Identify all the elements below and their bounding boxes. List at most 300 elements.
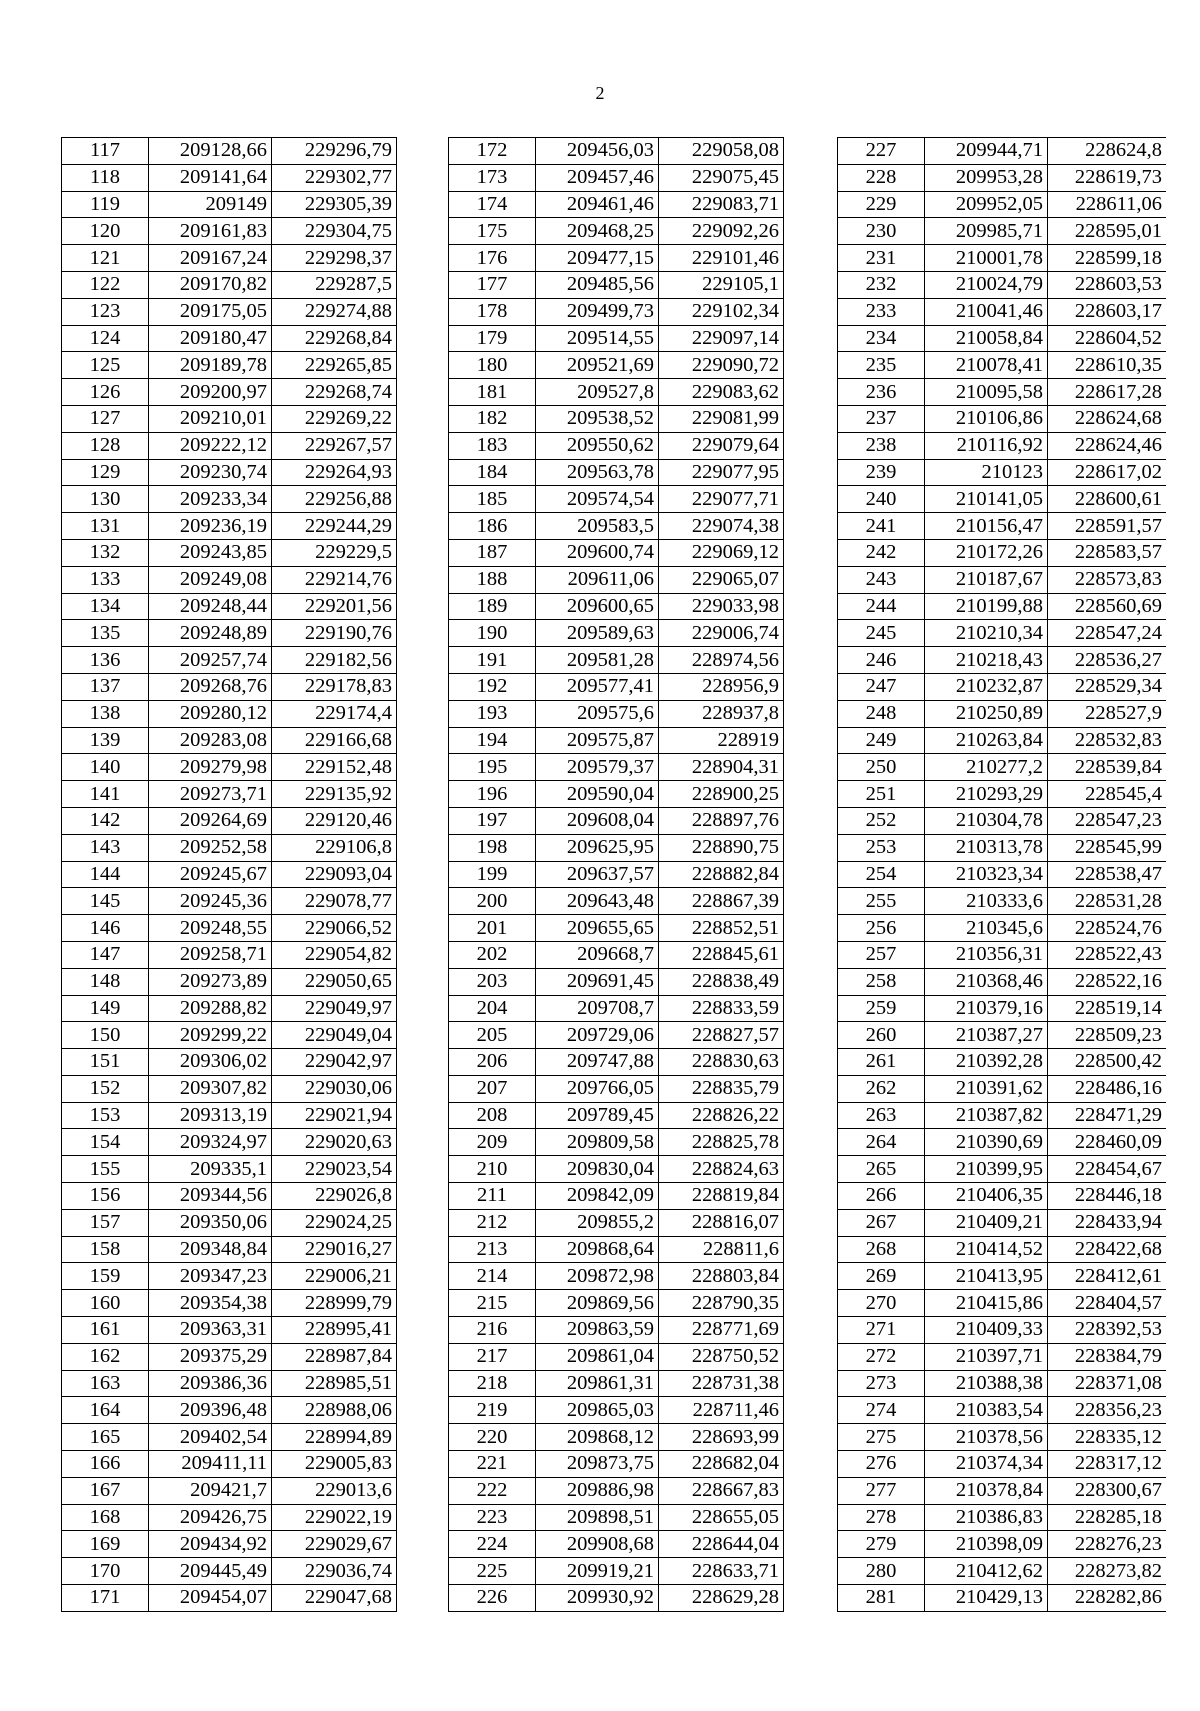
table-row [449,191,784,218]
point-number-cell: 127 [62,405,149,432]
x-coordinate-cell: 210374,34 [925,1451,1048,1478]
point-number-cell: 169 [62,1531,149,1558]
point-number-cell: 241 [838,513,925,540]
table-row [838,325,1167,352]
y-coordinate-cell: 228816,07 [659,1209,784,1236]
point-number-cell: 136 [62,647,149,674]
x-coordinate-cell: 209930,92 [536,1585,659,1612]
table-row [838,1585,1167,1612]
table-row [62,1102,397,1129]
y-coordinate-cell: 228446,18 [1048,1183,1167,1210]
x-coordinate-cell: 209861,04 [536,1343,659,1370]
page-number: 2 [595,83,605,103]
x-coordinate-cell: 210398,09 [925,1531,1048,1558]
point-number-cell: 135 [62,620,149,647]
point-number-cell: 120 [62,218,149,245]
y-coordinate-cell: 229006,21 [272,1263,397,1290]
point-number-cell: 276 [838,1451,925,1478]
point-number-cell: 131 [62,513,149,540]
y-coordinate-cell: 228599,18 [1048,245,1167,272]
table-row [62,700,397,727]
y-coordinate-cell: 228433,94 [1048,1209,1167,1236]
point-number-cell: 143 [62,834,149,861]
table-row [449,1451,784,1478]
point-number-cell: 201 [449,915,536,942]
point-number-cell: 124 [62,325,149,352]
point-number-cell: 277 [838,1477,925,1504]
table-row [838,298,1167,325]
y-coordinate-cell: 228610,35 [1048,352,1167,379]
y-coordinate-cell: 228560,69 [1048,593,1167,620]
table-row [62,566,397,593]
y-coordinate-cell: 228824,63 [659,1156,784,1183]
y-coordinate-cell: 228454,67 [1048,1156,1167,1183]
point-number-cell: 193 [449,700,536,727]
table-row [838,1209,1167,1236]
point-number-cell: 132 [62,539,149,566]
point-number-cell: 186 [449,513,536,540]
point-number-cell: 129 [62,459,149,486]
x-coordinate-cell: 209575,6 [536,700,659,727]
x-coordinate-cell: 209691,45 [536,968,659,995]
x-coordinate-cell: 209809,58 [536,1129,659,1156]
point-number-cell: 260 [838,1022,925,1049]
x-coordinate-cell: 209583,5 [536,513,659,540]
x-coordinate-cell: 209550,62 [536,432,659,459]
table-row [838,754,1167,781]
table-row [62,1477,397,1504]
y-coordinate-cell: 228693,99 [659,1424,784,1451]
x-coordinate-cell: 210429,13 [925,1585,1048,1612]
x-coordinate-cell: 209149 [149,191,272,218]
x-coordinate-cell: 209313,19 [149,1102,272,1129]
point-number-cell: 232 [838,271,925,298]
x-coordinate-cell: 209445,49 [149,1558,272,1585]
table-row [838,138,1167,165]
y-coordinate-cell: 229269,22 [272,405,397,432]
x-coordinate-cell: 210379,16 [925,995,1048,1022]
x-coordinate-cell: 209363,31 [149,1317,272,1344]
table-row [449,1263,784,1290]
y-coordinate-cell: 228603,17 [1048,298,1167,325]
table-row [62,1397,397,1424]
y-coordinate-cell: 228519,14 [1048,995,1167,1022]
x-coordinate-cell: 210250,89 [925,700,1048,727]
point-number-cell: 117 [62,138,149,165]
point-number-cell: 249 [838,727,925,754]
y-coordinate-cell: 228900,25 [659,781,784,808]
y-coordinate-cell: 228335,12 [1048,1424,1167,1451]
y-coordinate-cell: 229078,77 [272,888,397,915]
point-number-cell: 257 [838,941,925,968]
y-coordinate-cell: 228384,79 [1048,1343,1167,1370]
y-coordinate-cell: 229075,45 [659,164,784,191]
point-number-cell: 252 [838,807,925,834]
point-number-cell: 274 [838,1397,925,1424]
table-row [62,459,397,486]
point-number-cell: 154 [62,1129,149,1156]
point-number-cell: 273 [838,1370,925,1397]
point-number-cell: 205 [449,1022,536,1049]
x-coordinate-cell: 209589,63 [536,620,659,647]
point-number-cell: 199 [449,861,536,888]
y-coordinate-cell: 229081,99 [659,405,784,432]
table-row [838,539,1167,566]
x-coordinate-cell: 209527,8 [536,379,659,406]
table-row [449,432,784,459]
point-number-cell: 233 [838,298,925,325]
y-coordinate-cell: 229166,68 [272,727,397,754]
y-coordinate-cell: 228790,35 [659,1290,784,1317]
point-number-cell: 212 [449,1209,536,1236]
point-number-cell: 231 [838,245,925,272]
x-coordinate-cell: 209248,55 [149,915,272,942]
x-coordinate-cell: 209421,7 [149,1477,272,1504]
y-coordinate-cell: 229049,04 [272,1022,397,1049]
table-row [62,1585,397,1612]
x-coordinate-cell: 209273,89 [149,968,272,995]
table-row [62,1558,397,1585]
table-row [838,647,1167,674]
y-coordinate-cell: 228404,57 [1048,1290,1167,1317]
table-row [838,513,1167,540]
point-number-cell: 200 [449,888,536,915]
x-coordinate-cell: 209230,74 [149,459,272,486]
table-row [838,271,1167,298]
point-number-cell: 236 [838,379,925,406]
table-row [449,138,784,165]
table-row [62,218,397,245]
point-number-cell: 162 [62,1343,149,1370]
point-number-cell: 151 [62,1049,149,1076]
y-coordinate-cell: 228655,05 [659,1504,784,1531]
x-coordinate-cell: 209348,84 [149,1236,272,1263]
y-coordinate-cell: 228644,04 [659,1531,784,1558]
table-row [838,432,1167,459]
point-number-cell: 248 [838,700,925,727]
y-coordinate-cell: 228995,41 [272,1317,397,1344]
y-coordinate-cell: 229268,74 [272,379,397,406]
point-number-cell: 160 [62,1290,149,1317]
x-coordinate-cell: 209279,98 [149,754,272,781]
y-coordinate-cell: 228392,53 [1048,1317,1167,1344]
x-coordinate-cell: 209590,04 [536,781,659,808]
table-row [62,941,397,968]
x-coordinate-cell: 210409,21 [925,1209,1048,1236]
y-coordinate-cell: 228522,16 [1048,968,1167,995]
table-row [838,888,1167,915]
x-coordinate-cell: 209952,05 [925,191,1048,218]
y-coordinate-cell: 229047,68 [272,1585,397,1612]
y-coordinate-cell: 229178,83 [272,673,397,700]
table-row [449,1424,784,1451]
y-coordinate-cell: 228633,71 [659,1558,784,1585]
x-coordinate-cell: 210156,47 [925,513,1048,540]
x-coordinate-cell: 209306,02 [149,1049,272,1076]
x-coordinate-cell: 209538,52 [536,405,659,432]
point-number-cell: 211 [449,1183,536,1210]
y-coordinate-cell: 229079,64 [659,432,784,459]
table-row [449,834,784,861]
point-number-cell: 173 [449,164,536,191]
point-number-cell: 159 [62,1263,149,1290]
x-coordinate-cell: 209128,66 [149,138,272,165]
point-number-cell: 220 [449,1424,536,1451]
point-number-cell: 228 [838,164,925,191]
point-number-cell: 142 [62,807,149,834]
x-coordinate-cell: 209402,54 [149,1424,272,1451]
point-number-cell: 261 [838,1049,925,1076]
y-coordinate-cell: 229092,26 [659,218,784,245]
point-number-cell: 272 [838,1343,925,1370]
point-number-cell: 168 [62,1504,149,1531]
y-coordinate-cell: 228985,51 [272,1370,397,1397]
table-row [838,781,1167,808]
point-number-cell: 271 [838,1317,925,1344]
point-number-cell: 202 [449,941,536,968]
y-coordinate-cell: 229022,19 [272,1504,397,1531]
x-coordinate-cell: 209581,28 [536,647,659,674]
y-coordinate-cell: 229274,88 [272,298,397,325]
point-number-cell: 133 [62,566,149,593]
table-row [62,620,397,647]
y-coordinate-cell: 229029,67 [272,1531,397,1558]
table-row [449,513,784,540]
x-coordinate-cell: 209886,98 [536,1477,659,1504]
point-number-cell: 208 [449,1102,536,1129]
table-row [838,1558,1167,1585]
y-coordinate-cell: 228500,42 [1048,1049,1167,1076]
table-row [62,727,397,754]
table-row [838,1317,1167,1344]
x-coordinate-cell: 209521,69 [536,352,659,379]
x-coordinate-cell: 209461,46 [536,191,659,218]
point-number-cell: 144 [62,861,149,888]
point-number-cell: 191 [449,647,536,674]
x-coordinate-cell: 210106,86 [925,405,1048,432]
table-row [449,861,784,888]
y-coordinate-cell: 228531,28 [1048,888,1167,915]
y-coordinate-cell: 229190,76 [272,620,397,647]
point-number-cell: 166 [62,1451,149,1478]
y-coordinate-cell: 228890,75 [659,834,784,861]
y-coordinate-cell: 228595,01 [1048,218,1167,245]
point-number-cell: 216 [449,1317,536,1344]
table-row [838,1370,1167,1397]
y-coordinate-cell: 228838,49 [659,968,784,995]
x-coordinate-cell: 210391,62 [925,1075,1048,1102]
y-coordinate-cell: 229020,63 [272,1129,397,1156]
table-row [838,673,1167,700]
y-coordinate-cell: 228412,61 [1048,1263,1167,1290]
table-row [449,1129,784,1156]
table-row [838,1049,1167,1076]
table-row [838,941,1167,968]
point-number-cell: 255 [838,888,925,915]
table-row [449,807,784,834]
y-coordinate-cell: 228471,29 [1048,1102,1167,1129]
point-number-cell: 126 [62,379,149,406]
table-row [62,1075,397,1102]
x-coordinate-cell: 210095,58 [925,379,1048,406]
table-row [838,1290,1167,1317]
y-coordinate-cell: 229090,72 [659,352,784,379]
table-row [838,915,1167,942]
point-number-cell: 170 [62,1558,149,1585]
table-row [449,754,784,781]
y-coordinate-cell: 228285,18 [1048,1504,1167,1531]
y-coordinate-cell: 229065,07 [659,566,784,593]
x-coordinate-cell: 209708,7 [536,995,659,1022]
point-number-cell: 240 [838,486,925,513]
x-coordinate-cell: 209457,46 [536,164,659,191]
x-coordinate-cell: 209210,01 [149,405,272,432]
x-coordinate-cell: 209347,23 [149,1263,272,1290]
y-coordinate-cell: 229120,46 [272,807,397,834]
y-coordinate-cell: 228629,28 [659,1585,784,1612]
y-coordinate-cell: 228956,9 [659,673,784,700]
y-coordinate-cell: 229264,93 [272,459,397,486]
point-number-cell: 227 [838,138,925,165]
x-coordinate-cell: 209477,15 [536,245,659,272]
y-coordinate-cell: 229036,74 [272,1558,397,1585]
point-number-cell: 234 [838,325,925,352]
point-number-cell: 179 [449,325,536,352]
y-coordinate-cell: 228827,57 [659,1022,784,1049]
y-coordinate-cell: 228460,09 [1048,1129,1167,1156]
table-row [449,405,784,432]
table-row [62,513,397,540]
table-row [62,1504,397,1531]
point-number-cell: 269 [838,1263,925,1290]
x-coordinate-cell: 209499,73 [536,298,659,325]
point-number-cell: 204 [449,995,536,1022]
point-number-cell: 145 [62,888,149,915]
point-number-cell: 225 [449,1558,536,1585]
y-coordinate-cell: 228273,82 [1048,1558,1167,1585]
point-number-cell: 197 [449,807,536,834]
y-coordinate-cell: 228830,63 [659,1049,784,1076]
table-row [449,1209,784,1236]
table-row [449,1585,784,1612]
point-number-cell: 222 [449,1477,536,1504]
x-coordinate-cell: 209863,59 [536,1317,659,1344]
y-coordinate-cell: 228826,22 [659,1102,784,1129]
y-coordinate-cell: 229074,38 [659,513,784,540]
table-row [449,727,784,754]
point-number-cell: 184 [449,459,536,486]
point-number-cell: 125 [62,352,149,379]
table-row [838,1397,1167,1424]
point-number-cell: 118 [62,164,149,191]
y-coordinate-cell: 228527,9 [1048,700,1167,727]
table-row [449,700,784,727]
y-coordinate-cell: 229201,56 [272,593,397,620]
table-row [449,245,784,272]
x-coordinate-cell: 209426,75 [149,1504,272,1531]
table-row [449,325,784,352]
y-coordinate-cell: 228845,61 [659,941,784,968]
table-row [838,807,1167,834]
x-coordinate-cell: 209655,65 [536,915,659,942]
point-number-cell: 139 [62,727,149,754]
point-number-cell: 161 [62,1317,149,1344]
point-number-cell: 189 [449,593,536,620]
table-row [62,164,397,191]
point-number-cell: 251 [838,781,925,808]
table-row [838,1022,1167,1049]
point-number-cell: 171 [62,1585,149,1612]
table-row [62,1183,397,1210]
table-row [449,566,784,593]
y-coordinate-cell: 229174,4 [272,700,397,727]
table-row [838,861,1167,888]
table-row [62,807,397,834]
point-number-cell: 254 [838,861,925,888]
y-coordinate-cell: 228731,38 [659,1370,784,1397]
x-coordinate-cell: 210187,67 [925,566,1048,593]
y-coordinate-cell: 228750,52 [659,1343,784,1370]
table-row [838,1183,1167,1210]
point-number-cell: 245 [838,620,925,647]
point-number-cell: 259 [838,995,925,1022]
y-coordinate-cell: 228282,86 [1048,1585,1167,1612]
x-coordinate-cell: 209872,98 [536,1263,659,1290]
table-row [62,379,397,406]
point-number-cell: 218 [449,1370,536,1397]
y-coordinate-cell: 229304,75 [272,218,397,245]
x-coordinate-cell: 210386,83 [925,1504,1048,1531]
x-coordinate-cell: 209985,71 [925,218,1048,245]
x-coordinate-cell: 209643,48 [536,888,659,915]
x-coordinate-cell: 209386,36 [149,1370,272,1397]
table-row [62,593,397,620]
point-number-cell: 226 [449,1585,536,1612]
table-row [449,1290,784,1317]
y-coordinate-cell: 228573,83 [1048,566,1167,593]
point-number-cell: 258 [838,968,925,995]
x-coordinate-cell: 209563,78 [536,459,659,486]
table-row [449,620,784,647]
x-coordinate-cell: 209257,74 [149,647,272,674]
table-row [838,1129,1167,1156]
x-coordinate-cell: 209865,03 [536,1397,659,1424]
y-coordinate-cell: 228667,83 [659,1477,784,1504]
y-coordinate-cell: 228603,53 [1048,271,1167,298]
y-coordinate-cell: 228547,24 [1048,620,1167,647]
table-row [838,1531,1167,1558]
point-number-cell: 253 [838,834,925,861]
point-number-cell: 138 [62,700,149,727]
point-number-cell: 268 [838,1236,925,1263]
x-coordinate-cell: 210345,6 [925,915,1048,942]
x-coordinate-cell: 210333,6 [925,888,1048,915]
x-coordinate-cell: 209273,71 [149,781,272,808]
point-number-cell: 235 [838,352,925,379]
y-coordinate-cell: 229305,39 [272,191,397,218]
point-number-cell: 137 [62,673,149,700]
x-coordinate-cell: 209611,06 [536,566,659,593]
table-row [62,325,397,352]
point-number-cell: 192 [449,673,536,700]
point-number-cell: 156 [62,1183,149,1210]
table-row [449,647,784,674]
x-coordinate-cell: 210356,31 [925,941,1048,968]
point-number-cell: 246 [838,647,925,674]
point-number-cell: 190 [449,620,536,647]
x-coordinate-cell: 209789,45 [536,1102,659,1129]
point-number-cell: 180 [449,352,536,379]
